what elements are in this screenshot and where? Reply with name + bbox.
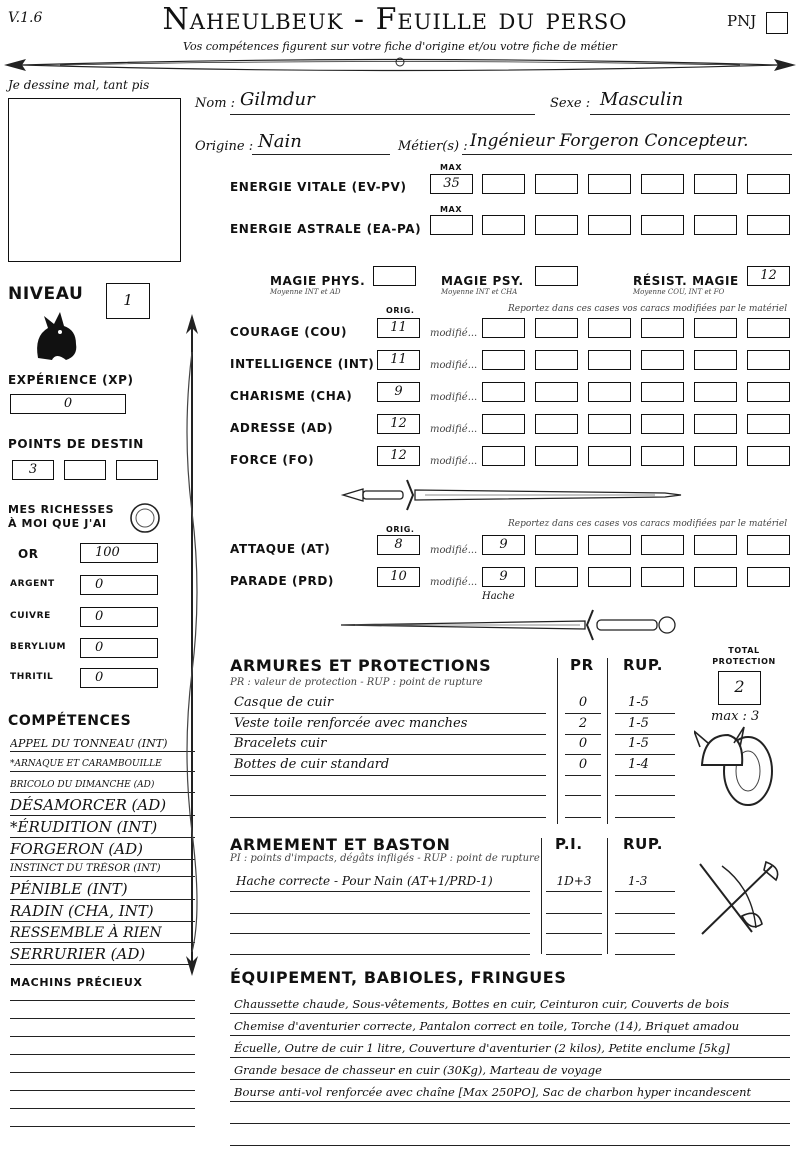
- attaque-label: ATTAQUE (AT): [230, 542, 331, 556]
- origine-field[interactable]: Nain: [258, 131, 302, 152]
- armure-rup[interactable]: 1-4: [628, 757, 649, 772]
- magie-phys-note: Moyenne INT et AD: [270, 288, 341, 296]
- total-protection-label: TOTAL: [728, 646, 760, 655]
- destin-box[interactable]: 3: [12, 460, 54, 480]
- armure-rup-line: [615, 713, 675, 714]
- ev-box[interactable]: [482, 174, 525, 194]
- armure-rup-line: [615, 754, 675, 755]
- carac-modifie-label: modifié...: [430, 424, 478, 435]
- ev-max-box[interactable]: 35: [430, 174, 473, 194]
- machin-line[interactable]: [10, 1054, 195, 1055]
- equipement-item[interactable]: Chemise d'aventurier correcte, Pantalon correct en toile, Torche (14), Briquet amadou: [234, 1019, 740, 1033]
- armure-line: [230, 795, 546, 796]
- magie-psy-box[interactable]: [535, 266, 578, 286]
- equipement-item[interactable]: Bourse anti-vol renforcée avec chaîne [Max 250PO], Sac de charbon hyper incandescent: [234, 1085, 752, 1099]
- sexe-label: Sexe :: [550, 96, 591, 111]
- carac-mod-box[interactable]: [588, 382, 631, 402]
- equipement-item[interactable]: Chaussette chaude, Sous-vêtements, Bottes en cuir, Ceinturon cuir, Couverts de bois: [234, 997, 730, 1011]
- ev-box[interactable]: [588, 174, 631, 194]
- sword-icon: [335, 608, 685, 642]
- total-protection-box[interactable]: 2: [718, 671, 761, 705]
- version-label: V.1.6: [8, 10, 43, 26]
- niveau-box[interactable]: 1: [106, 283, 150, 319]
- carac-mod-box[interactable]: [588, 318, 631, 338]
- armure-rup[interactable]: 1-5: [628, 695, 649, 710]
- destin-label: POINTS DE DESTIN: [8, 437, 144, 451]
- competence-item[interactable]: APPEL DU TONNEAU (INT): [10, 736, 195, 752]
- competence-item[interactable]: SERRURIER (AD): [10, 945, 195, 965]
- carac-mod-box[interactable]: [588, 446, 631, 466]
- richesse-box[interactable]: 0: [80, 668, 158, 688]
- metier-label: Métier(s) :: [398, 139, 468, 154]
- carac-mod-box[interactable]: [694, 318, 737, 338]
- sexe-field[interactable]: Masculin: [600, 89, 684, 110]
- armure-name[interactable]: Bracelets cuir: [234, 736, 327, 751]
- parade-box[interactable]: [694, 567, 737, 587]
- richesse-box[interactable]: 0: [80, 575, 158, 595]
- carac-mod-box[interactable]: [694, 350, 737, 370]
- armure-pr-line: [565, 817, 601, 818]
- armures-pr-label: PR: [570, 656, 594, 674]
- origine-label: Origine :: [195, 139, 254, 154]
- armure-line: [230, 817, 546, 818]
- armure-rup[interactable]: 1-5: [628, 736, 649, 751]
- machin-line[interactable]: [10, 1000, 195, 1001]
- magie-phys-box[interactable]: [373, 266, 416, 286]
- carac-mod-box[interactable]: [588, 350, 631, 370]
- arme-rup-line: [615, 933, 675, 934]
- parade-box[interactable]: [641, 567, 684, 587]
- carac-label: FORCE (FO): [230, 453, 315, 467]
- carac-orig-box[interactable]: 11: [377, 318, 420, 338]
- arme-rup-line: [615, 954, 675, 955]
- carac-mod-box[interactable]: [747, 382, 790, 402]
- magie-psy-note: Moyenne INT et CHA: [441, 288, 518, 296]
- coin-icon: [128, 501, 162, 535]
- equipement-line: [230, 1101, 790, 1102]
- caracs-report-note: Reportez dans ces cases vos caracs modifiées par le matériel: [508, 304, 788, 314]
- armures-note: PR : valeur de protection - RUP : point de rupture: [230, 677, 483, 688]
- armure-pr[interactable]: 0: [578, 757, 588, 772]
- richesse-label: OR: [18, 547, 39, 561]
- carac-mod-box[interactable]: [535, 350, 578, 370]
- niveau-label: NIVEAU: [8, 284, 84, 304]
- ea-box[interactable]: [482, 215, 525, 235]
- machin-line[interactable]: [10, 1072, 195, 1073]
- competence-item[interactable]: DÉSAMORCER (AD): [10, 796, 195, 816]
- carac-orig-box[interactable]: 11: [377, 350, 420, 370]
- parade-mod-note: Hache: [482, 591, 515, 602]
- richesse-label: THRITIL: [10, 672, 54, 682]
- richesse-box[interactable]: 0: [80, 607, 158, 627]
- armure-pr[interactable]: 0: [578, 695, 588, 710]
- richesses-label-2: À MOI QUE J'AI: [8, 517, 107, 530]
- carac-label: COURAGE (COU): [230, 325, 348, 339]
- metier-field[interactable]: Ingénieur Forgeron Concepteur.: [470, 131, 749, 151]
- richesse-label: BERYLIUM: [10, 642, 67, 652]
- arme-pi-line: [546, 891, 602, 892]
- ev-box[interactable]: [641, 174, 684, 194]
- ev-box[interactable]: [694, 174, 737, 194]
- pnj-checkbox[interactable]: [766, 12, 788, 34]
- carac-mod-box[interactable]: [641, 350, 684, 370]
- total-protection-label-2: PROTECTION: [712, 657, 776, 666]
- carac-mod-box[interactable]: [641, 446, 684, 466]
- page-subtitle: Vos compétences figurent sur votre fiche d'origine et/ou votre fiche de métier: [183, 40, 617, 53]
- ev-box[interactable]: [535, 174, 578, 194]
- attaque-orig-box[interactable]: 8: [377, 535, 420, 555]
- dragon-icon: [30, 306, 84, 364]
- armures-title: ARMURES ET PROTECTIONS: [230, 656, 492, 675]
- carac-mod-box[interactable]: [535, 318, 578, 338]
- arme-rup-line: [615, 891, 675, 892]
- ea-label: ENERGIE ASTRALE (EA-PA): [230, 222, 422, 236]
- ev-label: ENERGIE VITALE (EV-PV): [230, 180, 407, 194]
- portrait-label: Je dessine mal, tant pis: [8, 78, 150, 92]
- max-protection-note: max : 3: [711, 709, 760, 724]
- competence-item[interactable]: INSTINCT DU TRÉSOR (INT): [10, 862, 195, 877]
- ea-box[interactable]: [641, 215, 684, 235]
- competence-item[interactable]: FORGERON (AD): [10, 840, 195, 860]
- equipement-item[interactable]: Grande besace de chasseur en cuir (30Kg), Marteau de voyage: [234, 1063, 602, 1077]
- parade-orig-box[interactable]: 10: [377, 567, 420, 587]
- attaque-box[interactable]: [694, 535, 737, 555]
- competences-label: COMPÉTENCES: [8, 713, 132, 729]
- arme-line: [230, 891, 530, 892]
- carac-orig-box[interactable]: 9: [377, 382, 420, 402]
- ea-box[interactable]: [535, 215, 578, 235]
- carac-modifie-label: modifié...: [430, 392, 478, 403]
- carac-mod-box[interactable]: [482, 446, 525, 466]
- nom-label: Nom :: [195, 96, 236, 111]
- resist-magie-box[interactable]: 12: [747, 266, 790, 286]
- equipement-line: [230, 1145, 790, 1146]
- carac-mod-box[interactable]: [482, 350, 525, 370]
- armure-line: [230, 775, 546, 776]
- armure-line: [230, 713, 546, 714]
- ea-max-box[interactable]: [430, 215, 473, 235]
- equipement-line: [230, 1057, 790, 1058]
- competence-item[interactable]: *ÉRUDITION (INT): [10, 818, 195, 838]
- carac-mod-box[interactable]: [482, 318, 525, 338]
- ea-box[interactable]: [588, 215, 631, 235]
- carac-mod-box[interactable]: [694, 382, 737, 402]
- combat-orig-label: ORIG.: [386, 525, 415, 534]
- armures-rup-label: RUP.: [623, 656, 664, 674]
- destin-box[interactable]: [116, 460, 158, 480]
- carac-mod-box[interactable]: [641, 414, 684, 434]
- ea-box[interactable]: [747, 215, 790, 235]
- ev-max-label: MAX: [440, 163, 463, 172]
- carac-mod-box[interactable]: [482, 382, 525, 402]
- machin-line[interactable]: [10, 1036, 195, 1037]
- competence-item[interactable]: *ARNAQUE ET CARAMBOUILLE: [10, 758, 195, 772]
- carac-mod-box[interactable]: [535, 446, 578, 466]
- carac-mod-box[interactable]: [641, 318, 684, 338]
- armure-line: [230, 754, 546, 755]
- attaque-mod-box[interactable]: 9: [482, 535, 525, 555]
- equipement-item[interactable]: Écuelle, Outre de cuir 1 litre, Couverture d'aventurier (2 kilos), Petite enclume [5kg]: [234, 1041, 730, 1055]
- armure-pr-line: [565, 795, 601, 796]
- arme-rup[interactable]: 1-3: [628, 874, 648, 888]
- ea-box[interactable]: [694, 215, 737, 235]
- caracs-orig-label: ORIG.: [386, 306, 415, 315]
- equipement-line: [230, 1035, 790, 1036]
- weapons-icon: [692, 858, 784, 940]
- carac-mod-box[interactable]: [694, 446, 737, 466]
- pnj-label: PNJ: [727, 12, 757, 30]
- equipement-line: [230, 1013, 790, 1014]
- combat-report-note: Reportez dans ces cases vos caracs modifiées par le matériel: [508, 519, 788, 529]
- carac-mod-box[interactable]: [482, 414, 525, 434]
- armure-rup-line: [615, 775, 675, 776]
- carac-label: CHARISME (CHA): [230, 389, 353, 403]
- carac-mod-box[interactable]: [535, 382, 578, 402]
- attaque-box[interactable]: [535, 535, 578, 555]
- richesse-label: CUIVRE: [10, 611, 51, 621]
- carac-mod-box[interactable]: [747, 414, 790, 434]
- armure-name[interactable]: Bottes de cuir standard: [234, 757, 390, 772]
- carac-modifie-label: modifié...: [430, 456, 478, 467]
- machin-line[interactable]: [10, 1126, 195, 1127]
- arme-rup-line: [615, 913, 675, 914]
- machins-label: MACHINS PRÉCIEUX: [10, 976, 143, 989]
- armement-rup-label: RUP.: [623, 835, 664, 853]
- magie-phys-label: MAGIE PHYS.: [270, 274, 366, 288]
- carac-mod-box[interactable]: [747, 350, 790, 370]
- magie-psy-label: MAGIE PSY.: [441, 274, 524, 288]
- richesse-box[interactable]: 100: [80, 543, 158, 563]
- armure-pr-line: [565, 713, 601, 714]
- arme-pi-line: [546, 913, 602, 914]
- equipement-line: [230, 1123, 790, 1124]
- carac-mod-box[interactable]: [641, 382, 684, 402]
- nom-field[interactable]: Gilmdur: [240, 89, 315, 110]
- armement-title: ARMEMENT ET BASTON: [230, 835, 451, 854]
- spear-icon: [180, 312, 204, 978]
- richesses-label: MES RICHESSES: [8, 503, 115, 516]
- spear-divider-icon: [0, 52, 800, 78]
- armure-rup[interactable]: 1-5: [628, 716, 649, 731]
- equipement-title: ÉQUIPEMENT, BABIOLES, FRINGUES: [230, 968, 567, 987]
- resist-magie-note: Moyenne COU, INT et FO: [633, 288, 725, 296]
- helmet-shield-icon: [694, 725, 778, 811]
- parade-box[interactable]: [588, 567, 631, 587]
- parade-box[interactable]: [535, 567, 578, 587]
- competence-item[interactable]: RESSEMBLE À RIEN: [10, 924, 195, 943]
- portrait-box[interactable]: [8, 98, 181, 262]
- carac-label: ADRESSE (AD): [230, 421, 334, 435]
- armure-line: [230, 734, 546, 735]
- armure-pr-line: [565, 775, 601, 776]
- armure-rup-line: [615, 795, 675, 796]
- attaque-box[interactable]: [747, 535, 790, 555]
- parade-box[interactable]: [747, 567, 790, 587]
- armure-pr-line: [565, 734, 601, 735]
- carac-mod-box[interactable]: [747, 318, 790, 338]
- carac-mod-box[interactable]: [747, 446, 790, 466]
- arme-pi-line: [546, 933, 602, 934]
- armure-rup-line: [615, 734, 675, 735]
- ev-box[interactable]: [747, 174, 790, 194]
- carac-mod-box[interactable]: [588, 414, 631, 434]
- competence-item[interactable]: RADIN (CHA, INT): [10, 902, 195, 922]
- parade-label: PARADE (PRD): [230, 574, 335, 588]
- equipement-line: [230, 1079, 790, 1080]
- arme-line: [230, 933, 530, 934]
- resist-magie-label: RÉSIST. MAGIE: [633, 274, 739, 288]
- richesse-box[interactable]: 0: [80, 638, 158, 658]
- armement-note: PI : points d'impacts, dégâts infligés - RUP : point de rupture: [230, 853, 540, 864]
- competence-item[interactable]: BRICOLO DU DIMANCHE (AD): [10, 779, 195, 793]
- carac-modifie-label: modifié...: [430, 328, 478, 339]
- arme-line: [230, 954, 530, 955]
- carac-modifie-label: modifié...: [430, 360, 478, 371]
- parade-modifie-label: modifié...: [430, 577, 478, 588]
- attaque-box[interactable]: [588, 535, 631, 555]
- arme-pi[interactable]: 1D+3: [556, 874, 592, 888]
- carac-orig-box[interactable]: 12: [377, 446, 420, 466]
- armement-pi-label: P.I.: [555, 835, 583, 853]
- parade-mod-box[interactable]: 9: [482, 567, 525, 587]
- armure-pr-line: [565, 754, 601, 755]
- armure-name[interactable]: Veste toile renforcée avec manches: [234, 716, 468, 731]
- carac-mod-box[interactable]: [694, 414, 737, 434]
- destin-box[interactable]: [64, 460, 106, 480]
- richesse-label: ARGENT: [10, 579, 55, 589]
- machin-line[interactable]: [10, 1108, 195, 1109]
- page-title: Naheulbeuk - Feuille du perso: [162, 2, 628, 37]
- carac-mod-box[interactable]: [535, 414, 578, 434]
- sword-icon: [335, 478, 685, 512]
- armure-pr[interactable]: 2: [578, 716, 588, 731]
- xp-box[interactable]: 0: [10, 394, 126, 414]
- carac-orig-box[interactable]: 12: [377, 414, 420, 434]
- arme-line: [230, 913, 530, 914]
- machin-line[interactable]: [10, 1090, 195, 1091]
- machin-line[interactable]: [10, 1018, 195, 1019]
- armure-name[interactable]: Casque de cuir: [234, 695, 334, 710]
- xp-label: EXPÉRIENCE (XP): [8, 373, 134, 387]
- arme-pi-line: [546, 954, 602, 955]
- armure-pr[interactable]: 0: [578, 736, 588, 751]
- arme-name[interactable]: Hache correcte - Pour Nain (AT+1/PRD-1): [236, 874, 493, 888]
- armure-rup-line: [615, 817, 675, 818]
- ea-max-label: MAX: [440, 205, 463, 214]
- attaque-modifie-label: modifié...: [430, 545, 478, 556]
- competence-item[interactable]: PÉNIBLE (INT): [10, 880, 195, 900]
- carac-label: INTELLIGENCE (INT): [230, 357, 375, 371]
- attaque-box[interactable]: [641, 535, 684, 555]
